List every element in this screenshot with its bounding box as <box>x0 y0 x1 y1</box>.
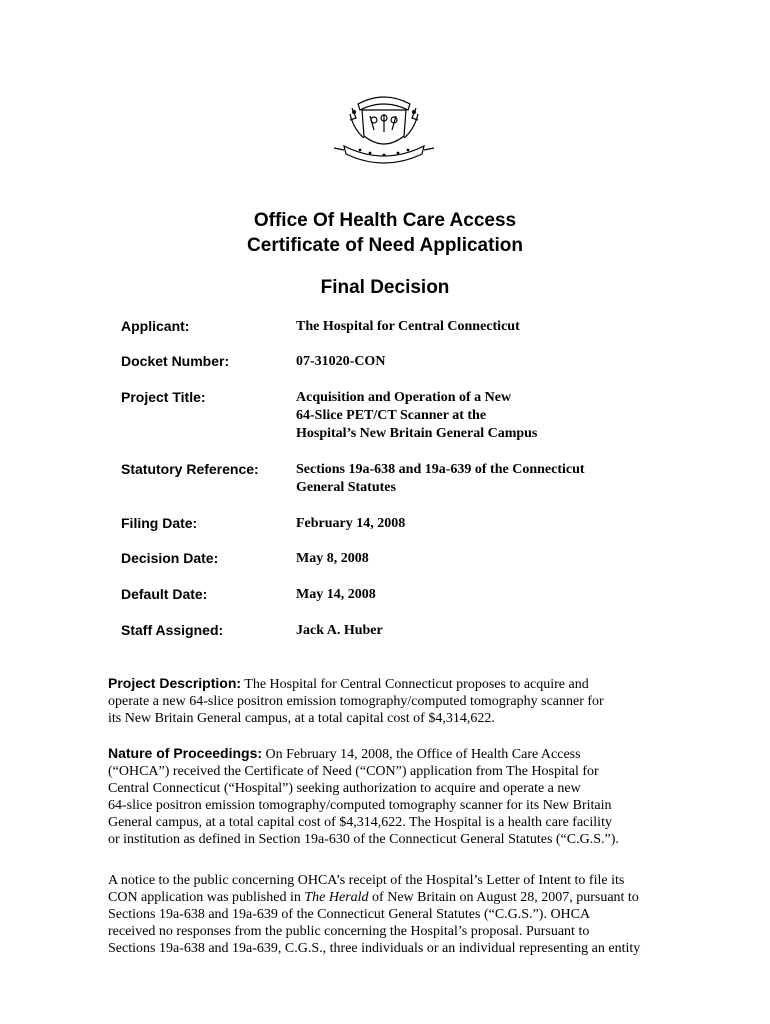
application-title: Certificate of Need Application <box>247 235 523 256</box>
decision-title: Final Decision <box>320 277 450 298</box>
office-title: Office Of Health Care Access <box>253 210 517 231</box>
decision-date-value: May 8, 2008 <box>296 551 369 566</box>
docket-number-label: Docket Number: <box>121 353 230 369</box>
newspaper-title: The Herald <box>304 890 369 905</box>
docket-number-value: 07-31020-CON <box>296 354 386 369</box>
project-title-label: Project Title: <box>121 389 206 405</box>
applicant-value: The Hospital for Central Connecticut <box>296 319 520 334</box>
public-notice-paragraph: A notice to the public concerning OHCA’s receipt of the Hospital’s Letter of Intent to file its CON application was published in The Herald of New Britain on August 28, 2007, pursuant to Sections 19a-638 and 19a-639 of the Connecticut General Statutes (“C.G.S.”). OHCA received no responses from the public concerning the Hospital’s proposal. Pursuant to Sections 19a-638 and 19a-639, C.G.S., three individuals or an individual representing an entity <box>108 873 641 956</box>
staff-assigned-label: Staff Assigned: <box>121 622 224 638</box>
nature-of-proceedings-paragraph: Nature of Proceedings: On February 14, 2008, the Office of Health Care Access (“OHCA”) received the Certificate of Need (“CON”) application from The Hospital for Central Connecticut (“Hospital”) seeking authorization to acquire and operate a new 64-slice positron emission tomography/computed tomography scanner for its New Britain General campus, at a total capital cost of $4,314,622. The Hospital is a health care facility or institution as defined in Section 19a-630 of the Connecticut General Statutes (“C.G.S.”). <box>108 745 619 847</box>
default-date-value: May 14, 2008 <box>296 587 376 602</box>
project-description-paragraph: Project Description: The Hospital for Central Connecticut proposes to acquire and operate a new 64-slice positron emission tomography/computed tomography scanner for its New Britain General campus, at a total capital cost of $4,314,622. <box>108 675 604 726</box>
filing-date-value: February 14, 2008 <box>296 516 406 531</box>
connecticut-state-seal-icon <box>330 90 438 170</box>
staff-assigned-value: Jack A. Huber <box>296 623 383 638</box>
project-description-heading: Project Description: <box>108 675 242 691</box>
decision-date-label: Decision Date: <box>121 550 219 566</box>
project-title-value: Acquisition and Operation of a New 64-Slice PET/CT Scanner at the Hospital’s New Britain General Campus <box>296 390 538 441</box>
statutory-reference-value: Sections 19a-638 and 19a-639 of the Connecticut General Statutes <box>296 462 585 495</box>
applicant-label: Applicant: <box>121 318 190 334</box>
statutory-reference-label: Statutory Reference: <box>121 461 259 477</box>
nature-of-proceedings-heading: Nature of Proceedings: <box>108 745 263 761</box>
filing-date-label: Filing Date: <box>121 515 198 531</box>
default-date-label: Default Date: <box>121 586 208 602</box>
